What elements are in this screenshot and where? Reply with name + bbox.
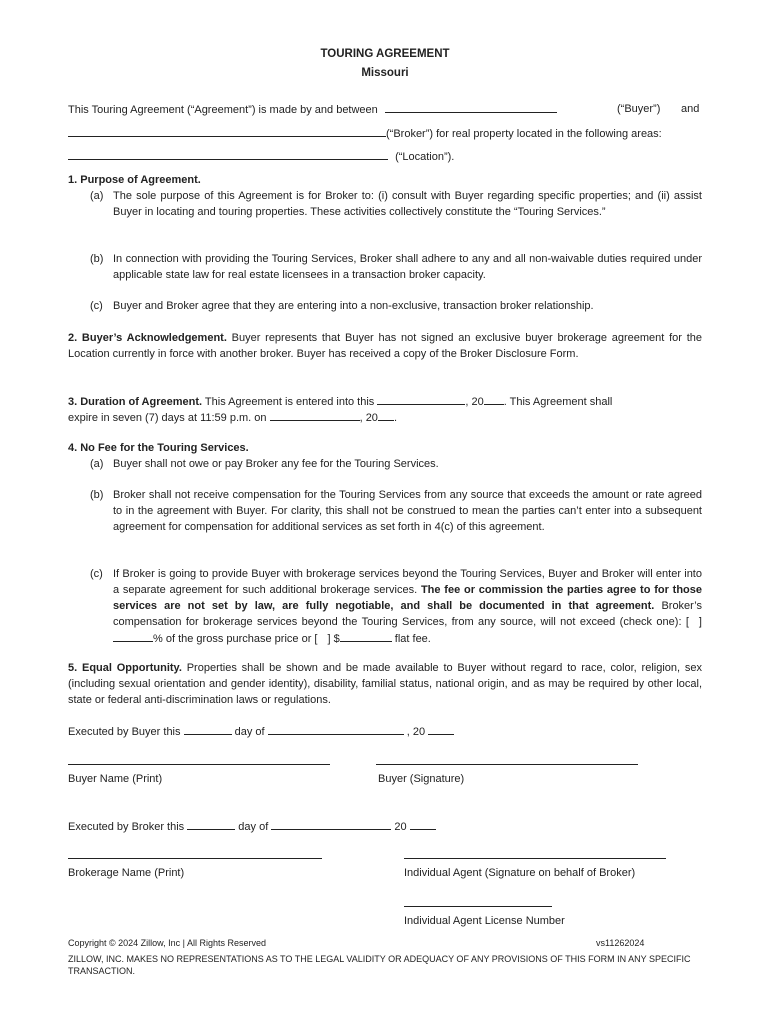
section-1b: (b) In connection with providing the Touring Services, Broker shall adhere to any and all non-waivable duties required under applicable state law for real estate licensees in a transaction broker capacity. bbox=[90, 253, 702, 281]
agent-license-label: Individual Agent License Number bbox=[404, 915, 565, 927]
broker-execution-line: Executed by Broker this day of 20 bbox=[68, 818, 702, 835]
section-5: 5. Equal Opportunity. Properties shall be shown and be made available to Buyer without regard to race, color, religion, sex (including sexual orientation and gender identity), disability, familial status, national origin, and as may be required by other local, state or federal anti-discrimination laws or regulations. bbox=[68, 662, 702, 706]
legal-disclaimer: ZILLOW, INC. MAKES NO REPRESENTATIONS AS TO THE LEGAL VALIDITY OR ADEQUACY OF ANY PROVISIONS OF THIS FORM IN ANY SPECIFIC TRANSACTION. bbox=[68, 954, 691, 976]
intro-line-3: (“Location”). bbox=[68, 148, 702, 165]
buyer-name-signature-line[interactable] bbox=[68, 764, 330, 765]
document-state: Missouri bbox=[361, 67, 409, 79]
broker-year-blank[interactable] bbox=[410, 818, 436, 830]
buyer-execution-line: Executed by Buyer this day of , 20 bbox=[68, 723, 702, 740]
brokerage-name-signature-line[interactable] bbox=[68, 858, 322, 859]
brokerage-name-label: Brokerage Name (Print) bbox=[68, 867, 185, 879]
buyer-name-label: Buyer Name (Print) bbox=[68, 773, 163, 785]
broker-name-blank[interactable] bbox=[68, 125, 386, 137]
buyer-signature-label: Buyer (Signature) bbox=[378, 773, 465, 785]
intro-line-1: This Touring Agreement (“Agreement”) is made by and between (“Buyer”) and bbox=[68, 103, 700, 116]
section-1a: (a) The sole purpose of this Agreement is for Broker to: (i) consult with Buyer regarding specific properties; and (ii) assist Buyer in locating and touring properties. These activities collectively constitute the “Touring Services.” bbox=[90, 190, 702, 218]
form-version-code: vs11262024 bbox=[596, 938, 645, 948]
intro-line-2: (“Broker”) for real property located in the following areas: bbox=[68, 125, 702, 142]
document-title: TOURING AGREEMENT bbox=[320, 48, 450, 60]
section-3-line-1: 3. Duration of Agreement. This Agreement is entered into this , 20 . This Agreement shall bbox=[68, 393, 702, 410]
section-1c: (c) Buyer and Broker agree that they are entering into a non-exclusive, transaction broker relationship. bbox=[90, 300, 594, 312]
buyer-month-blank[interactable] bbox=[268, 723, 404, 735]
agent-signature-line[interactable] bbox=[404, 858, 666, 859]
buyer-name-blank[interactable] bbox=[385, 101, 557, 113]
expire-year-blank[interactable] bbox=[378, 409, 394, 421]
buyer-day-blank[interactable] bbox=[184, 723, 232, 735]
section-1-heading: 1. Purpose of Agreement. bbox=[68, 174, 201, 186]
buyer-year-blank[interactable] bbox=[428, 723, 454, 735]
start-year-blank[interactable] bbox=[484, 393, 504, 405]
copyright-text: Copyright © 2024 Zillow, Inc | All Rights Reserved bbox=[68, 938, 267, 948]
agent-license-line[interactable] bbox=[404, 906, 552, 907]
broker-day-blank[interactable] bbox=[187, 818, 235, 830]
percent-blank[interactable] bbox=[113, 630, 153, 642]
section-3-line-2: expire in seven (7) days at 11:59 p.m. on , 20 . bbox=[68, 409, 702, 426]
section-2: 2. Buyer’s Acknowledgement. Buyer represents that Buyer has not signed an exclusive buyer brokerage agreement for the Location currently in force with another broker. Buyer has received a copy of the Broker Disclosure Form. bbox=[68, 332, 702, 360]
start-date-blank[interactable] bbox=[377, 393, 465, 405]
agent-signature-label: Individual Agent (Signature on behalf of Broker) bbox=[404, 867, 636, 879]
buyer-signature-line[interactable] bbox=[376, 764, 638, 765]
broker-month-blank[interactable] bbox=[271, 818, 391, 830]
section-4b: (b) Broker shall not receive compensation for the Touring Services from any source that exceeds the amount or rate agreed to in the agreement with Buyer. For clarity, this shall not be construed to mean the parties can’t enter into a subsequent agreement for compensation for additional services as set forth in 4(c) of this agreement. bbox=[90, 489, 702, 533]
expire-date-blank[interactable] bbox=[270, 409, 360, 421]
location-blank[interactable] bbox=[68, 148, 388, 160]
section-4a: (a) Buyer shall not owe or pay Broker any fee for the Touring Services. bbox=[90, 458, 439, 470]
section-4c: (c) If Broker is going to provide Buyer with brokerage services beyond the Touring Services, Buyer and Broker will enter into a separate agreement for such additional brokerage services. The fee or commission the parties agree to for those services are not set by law, are fully negotiable, and shall be documented in that agreement. Broker’s compensation for brokerage services beyond the Touring Services, from any source, will not exceed (check one): [ ] % of the gross purchase price or [ ] $ flat fee. bbox=[90, 568, 702, 645]
flat-fee-blank[interactable] bbox=[340, 630, 392, 642]
section-4-heading: 4. No Fee for the Touring Services. bbox=[68, 442, 249, 454]
